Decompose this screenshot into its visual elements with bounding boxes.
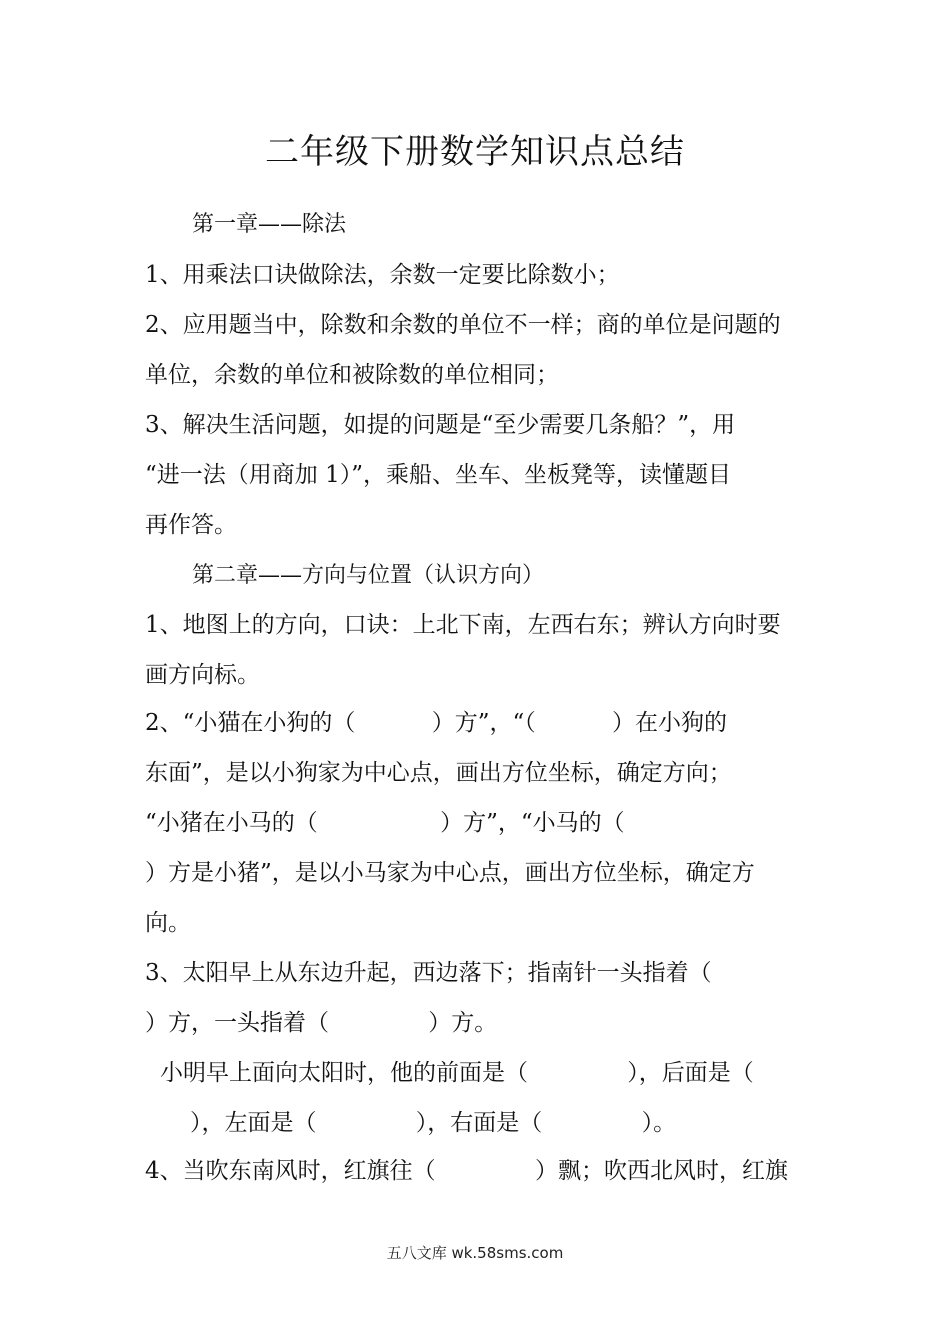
chapter-2-item-2-line-1: 2、“小猫在小狗的（ ）方”，“（ ）在小狗的 bbox=[145, 710, 728, 736]
chapter-2-item-2-line-3: “小猪在小马的（ ）方”，“小马的（ bbox=[145, 810, 625, 836]
chapter-2-heading: 第二章——方向与位置（认识方向） bbox=[192, 563, 545, 588]
watermark-footer: 五八文库 wk.58sms.com bbox=[386, 1244, 564, 1262]
chapter-2-item-2-line-4: ）方是小猪”，是以小马家为中心点，画出方位坐标，确定方 bbox=[145, 860, 755, 886]
chapter-2-item-3-line-1: 3、太阳早上从东边升起，西边落下；指南针一头指着（ bbox=[145, 960, 712, 986]
chapter-1-item-3-line-1: 3、解决生活问题，如提的问题是“至少需要几条船？”，用 bbox=[145, 412, 736, 438]
chapter-1-item-2-line-2: 单位，余数的单位和被除数的单位相同； bbox=[145, 362, 559, 388]
chapter-1-item-3-line-3: 再作答。 bbox=[145, 512, 237, 538]
document-title: 二年级下册数学知识点总结 bbox=[265, 132, 685, 172]
chapter-2-item-4-line-1: 4、当吹东南风时，红旗往（ ）飘；吹西北风时，红旗 bbox=[145, 1158, 788, 1184]
chapter-1-item-2-line-1: 2、应用题当中，除数和余数的单位不一样；商的单位是问题的 bbox=[145, 312, 781, 338]
chapter-2-item-1-line-2: 画方向标。 bbox=[145, 662, 260, 688]
chapter-1-item-3-line-2: “进一法（用商加 1）”，乘船、坐车、坐板凳等，读懂题目 bbox=[145, 462, 731, 488]
chapter-1-item-1: 1、用乘法口诀做除法，余数一定要比除数小； bbox=[145, 262, 620, 288]
chapter-1-heading: 第一章——除法 bbox=[192, 212, 347, 237]
chapter-2-item-3-line-3: 小明早上面向太阳时，他的前面是（ ），后面是（ bbox=[160, 1060, 754, 1086]
chapter-2-item-3-line-2: ）方，一头指着（ ）方。 bbox=[145, 1010, 498, 1036]
chapter-2-item-2-line-5: 向。 bbox=[145, 910, 191, 936]
chapter-2-item-2-line-2: 东面”，是以小狗家为中心点，画出方位坐标，确定方向； bbox=[145, 760, 732, 786]
chapter-2-item-3-line-4: ），左面是（ ），右面是（ ）。 bbox=[190, 1110, 677, 1136]
chapter-2-item-1-line-1: 1、地图上的方向，口诀：上北下南，左西右东；辨认方向时要 bbox=[145, 612, 781, 638]
